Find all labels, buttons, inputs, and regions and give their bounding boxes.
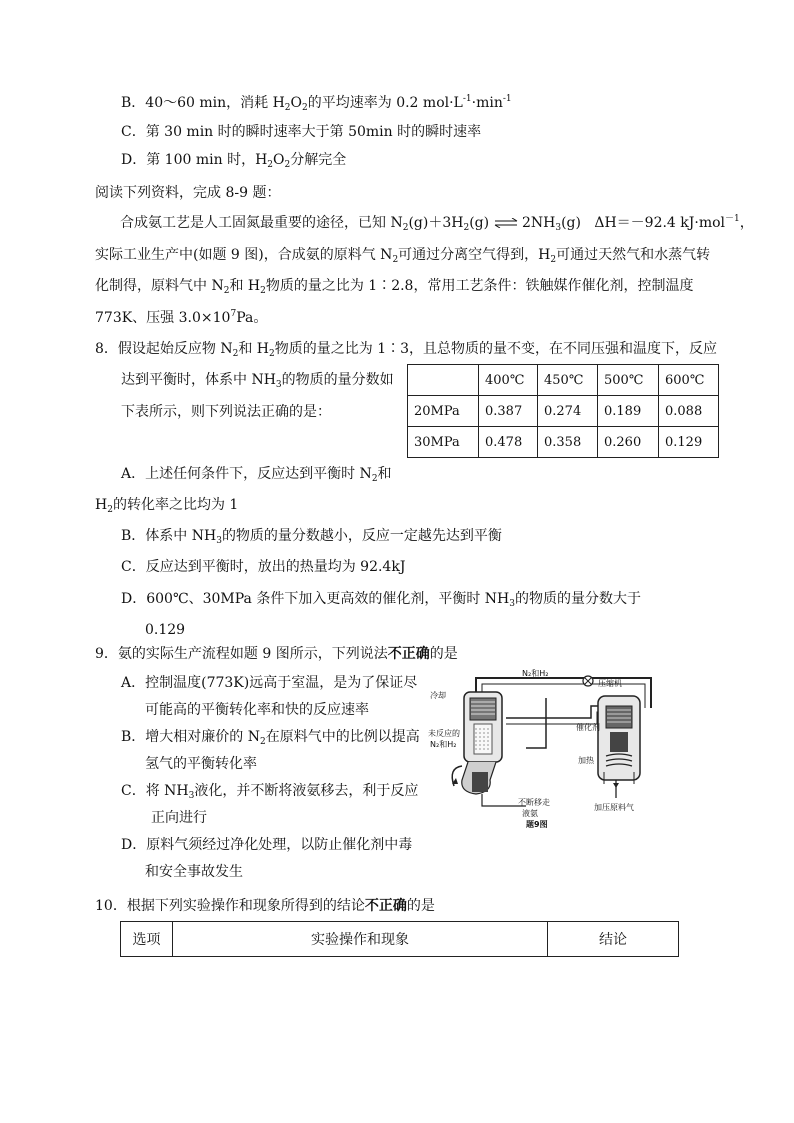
table-header-cell: 450℃ <box>538 365 598 396</box>
table-cell <box>408 365 479 396</box>
table-row <box>408 365 719 396</box>
q8-option-d-cont: 0.129 <box>145 622 186 638</box>
q9-option-c-cont: 正向进行 <box>151 810 207 826</box>
table-cell: 0.088 <box>659 396 719 427</box>
table-row <box>408 427 719 458</box>
q9-option-d: D．原料气须经过净化处理，以防止催化剂中毒 <box>121 837 413 853</box>
reading-intro: 阅读下列资料，完成 8-9 题： <box>95 185 281 201</box>
q10-stem: 10．根据下列实验操作和现象所得到的结论不正确的是 <box>95 898 435 914</box>
table-cell: 0.478 <box>479 427 538 458</box>
q8-option-b: B．体系中 $NH_3$的物质的量分数越小，反应一定越先达到平衡 <box>121 528 502 546</box>
table-header-cell: 选项 <box>121 922 173 957</box>
q7-option-d: D．第 100 min 时，$H_2O_2$分解完全 <box>121 152 347 170</box>
table-header-cell: 500℃ <box>598 365 659 396</box>
table-row-header: 20MPa <box>408 396 479 427</box>
q7-option-c: C．第 30 min 时的瞬时速率大于第 50min 时的瞬时速率 <box>121 124 482 140</box>
table-header-cell: 600℃ <box>659 365 719 396</box>
figure-label-liquid-ammonia: 液氨 <box>522 809 538 818</box>
table-header-cell: 结论 <box>548 922 679 957</box>
figure-caption: 题9图 <box>526 820 548 829</box>
q8-option-c: C．反应达到平衡时，放出的热量均为 92.4kJ <box>121 559 406 575</box>
q9-option-c: C．将 $NH_3$液化，并不断将液氨移去，利于反应 <box>121 783 419 801</box>
q10-table <box>120 921 679 957</box>
table-cell: 0.387 <box>479 396 538 427</box>
catalyst-bed <box>610 732 628 752</box>
q8-stem-line3: 下表所示，则下列说法正确的是： <box>121 404 331 420</box>
table-cell: 0.260 <box>598 427 659 458</box>
q9-stem: 9．氨的实际生产流程如题 9 图所示，下列说法不正确的是 <box>95 646 458 662</box>
q8-stem: 8．假设起始反应物 $N_2$和 $H_2$物质的量之比为 1∶3，且总物质的量不变，在不同压强和温度下，反应 <box>95 341 718 359</box>
figure-label-feed: 加压原料气 <box>594 803 634 812</box>
q7-option-b: B．40～60 min，消耗 $H_2O_2$的平均速率为 0.2 $mol\cdot L^{-1}\cdot\min^{-1}$ <box>121 94 512 113</box>
q8-data-table <box>407 364 719 458</box>
q9-option-d-cont: 和安全事故发生 <box>145 864 243 880</box>
table-cell: 0.274 <box>538 396 598 427</box>
q8-option-d: D．600℃、30MPa 条件下加入更高效的催化剂，平衡时 $NH_3$的物质的量分数大于 <box>121 591 641 609</box>
figure-label-remove: 不断移走 <box>518 798 550 807</box>
q9-option-a-cont: 可能高的平衡转化率和快的反应速率 <box>145 702 369 718</box>
table-cell: 0.358 <box>538 427 598 458</box>
table-row <box>408 396 719 427</box>
figure-label-heat: 加热 <box>578 756 594 765</box>
ammonia-process-figure <box>426 668 672 830</box>
equilibrium-arrow-icon <box>494 218 518 228</box>
table-row <box>121 922 679 957</box>
q9-option-b-cont: 氢气的平衡转化率 <box>145 756 257 772</box>
q8-stem-line2: 达到平衡时，体系中 $NH_3$的物质的量分数如 <box>121 372 394 390</box>
figure-label-unreacted: 未反应的 <box>428 729 460 738</box>
table-row-header: 30MPa <box>408 427 479 458</box>
figure-label-unreacted-gas: N₂和H₂ <box>430 740 457 749</box>
figure-label-cool: 冷却 <box>430 691 446 700</box>
reading-para-line1: 合成氨工艺是人工固氮最重要的途径，已知 $N_2(g)+3H_2(g)$ $2NH_3(g)$ ΔH＝－92.4 kJ·mol$^{-1}$， <box>120 214 754 233</box>
table-cell: 0.189 <box>598 396 659 427</box>
figure-label-n2h2: N₂和H₂ <box>522 669 549 678</box>
reading-para-line4: 773K、压强 $3.0\times 10^7Pa$。 <box>95 309 268 326</box>
reading-para-line3: 化制得，原料气中 $N_2$和 $H_2$物质的量之比为 1∶2.8，常用工艺条件：铁触媒作催化剂，控制温度 <box>95 278 694 296</box>
cooling-coil <box>470 698 496 720</box>
table-cell: 0.129 <box>659 427 719 458</box>
figure-label-catalyst: 催化剂 <box>576 723 600 732</box>
figure-label-compressor: 压缩机 <box>598 679 622 688</box>
table-header-cell: 400℃ <box>479 365 538 396</box>
reading-para-line2: 实际工业生产中(如题 9 图)，合成氨的原料气 $N_2$可通过分离空气得到，$H_2$可通过天然气和水蒸气转 <box>95 247 711 265</box>
q8-option-a-cont: $H_2$的转化率之比均为 1 <box>95 497 239 515</box>
q9-option-b: B．增大相对廉价的 $N_2$在原料气中的比例以提高 <box>121 729 420 747</box>
q8-option-a: A．上述任何条件下，反应达到平衡时 $N_2$和 <box>121 466 392 484</box>
q9-option-a: A．控制温度(773K)远高于室温，是为了保证尽 <box>121 675 418 691</box>
table-header-cell: 实验操作和现象 <box>173 922 548 957</box>
